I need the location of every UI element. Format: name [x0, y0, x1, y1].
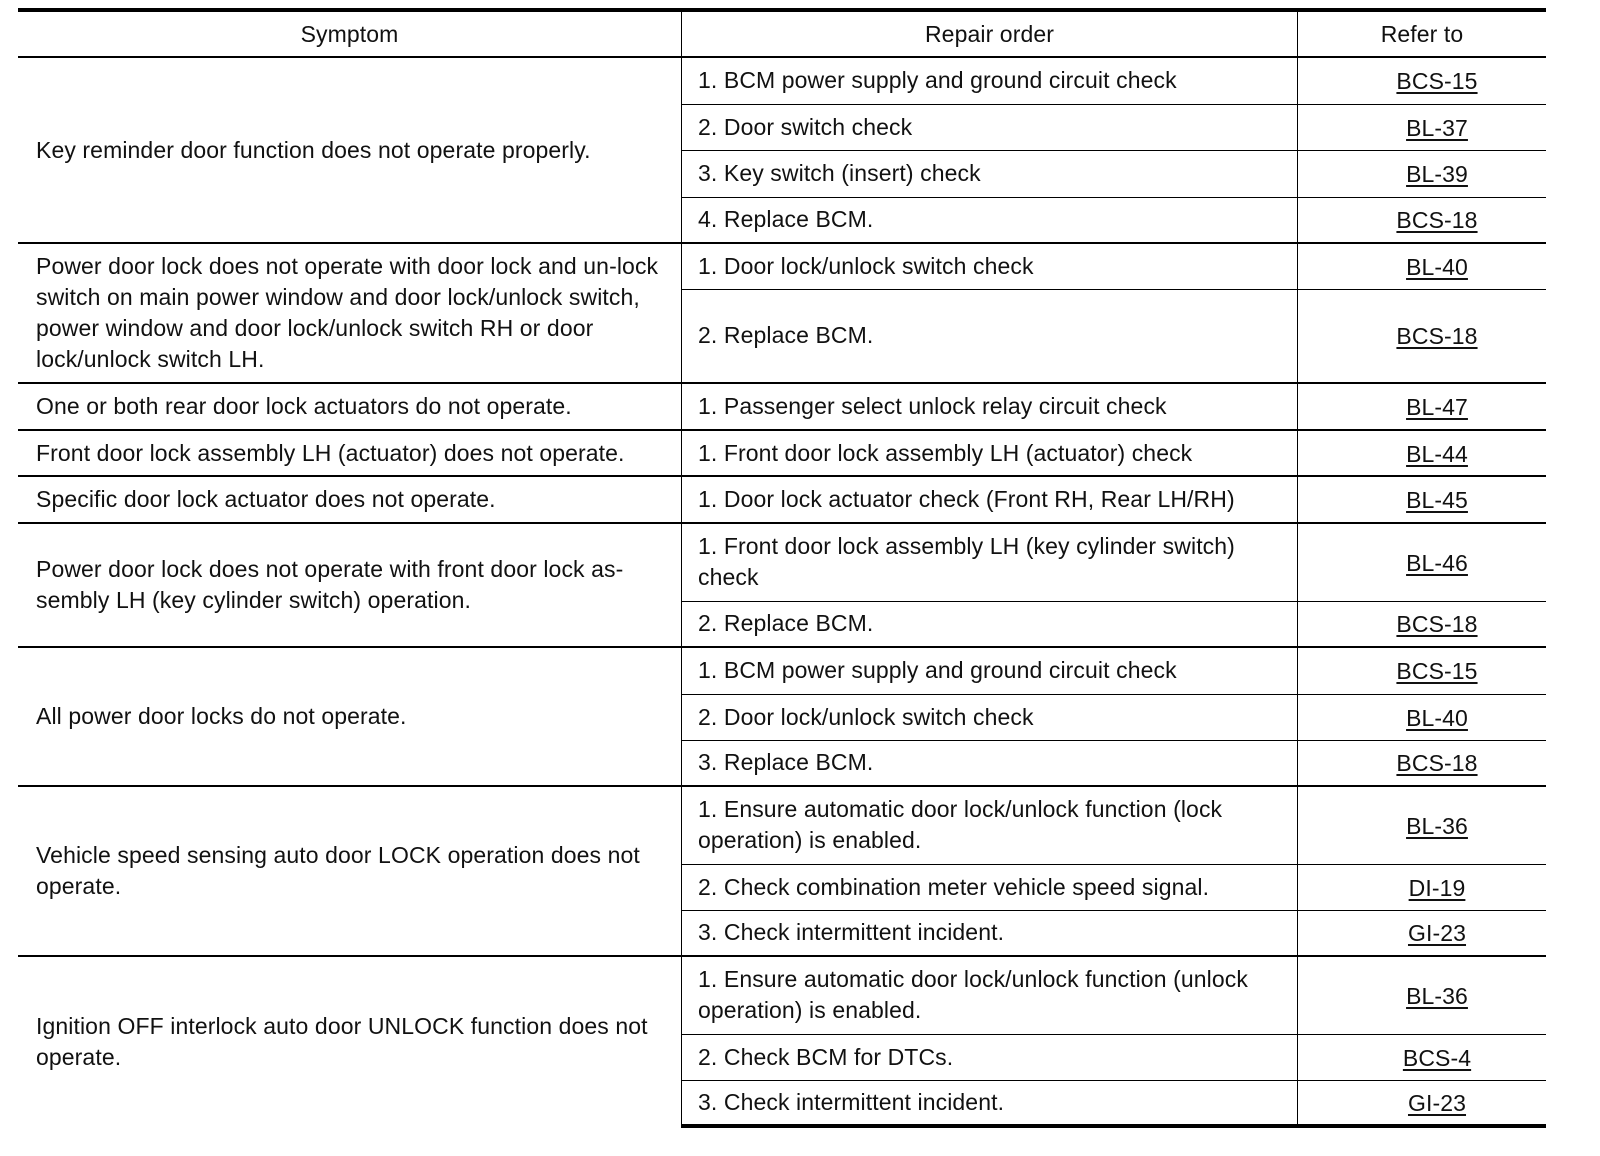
reference-link[interactable]: BCS-18 — [1396, 611, 1478, 638]
symptom-table — [18, 8, 1546, 1128]
reference-link[interactable]: BCS-4 — [1402, 1044, 1472, 1071]
repair-step: 2. Door lock/unlock switch check — [682, 694, 1298, 740]
repair-step: 1. Ensure automatic door lock/unlock function (lock operation) is enabled. — [682, 786, 1298, 864]
repair-step: 2. Door switch check — [682, 104, 1298, 150]
reference-link[interactable]: BL-36 — [1406, 812, 1468, 839]
reference-link[interactable]: BL-44 — [1406, 440, 1468, 467]
table-row — [18, 476, 1546, 523]
repair-order-header: Repair order — [682, 10, 1298, 57]
table-row — [18, 647, 1546, 694]
repair-step: 1. Door lock actuator check (Front RH, Rear LH/RH) — [682, 476, 1298, 523]
reference-link[interactable]: BL-40 — [1406, 704, 1468, 731]
symptom-cell: Power door lock does not operate with front door lock as-sembly LH (key cylinder switch) operation. — [18, 523, 682, 647]
table-row — [18, 786, 1546, 864]
repair-step: 3. Check intermittent incident. — [682, 910, 1298, 956]
repair-step: 4. Replace BCM. — [682, 197, 1298, 243]
repair-step: 1. BCM power supply and ground circuit check — [682, 57, 1298, 104]
reference-link[interactable]: BCS-15 — [1396, 68, 1478, 95]
symptom-cell: Front door lock assembly LH (actuator) does not operate. — [18, 430, 682, 476]
reference-link[interactable]: BL-40 — [1406, 253, 1468, 280]
symptom-cell: One or both rear door lock actuators do not operate. — [18, 383, 682, 430]
table-row — [18, 243, 1546, 289]
table-row — [18, 523, 1546, 601]
header-row — [18, 10, 1546, 57]
reference-link[interactable]: BCS-18 — [1396, 323, 1478, 350]
repair-step: 3. Check intermittent incident. — [682, 1080, 1298, 1126]
reference-link[interactable]: BL-39 — [1406, 161, 1468, 187]
reference-link[interactable]: GI-23 — [1407, 1089, 1467, 1116]
symptom-cell: Power door lock does not operate with door lock and un-lock switch on main power window and door lock/unlock switch, power window and door lock/unlock switch RH or door lock/unlock switch LH. — [18, 243, 682, 383]
reference-link[interactable]: BL-45 — [1406, 487, 1468, 513]
repair-step: 1. Ensure automatic door lock/unlock function (unlock operation) is enabled. — [682, 956, 1298, 1034]
symptom-cell: Specific door lock actuator does not operate. — [18, 476, 682, 523]
repair-step: 2. Check combination meter vehicle speed signal. — [682, 864, 1298, 910]
repair-step: 1. BCM power supply and ground circuit check — [682, 647, 1298, 694]
reference-link[interactable]: DI-19 — [1408, 874, 1466, 901]
reference-link[interactable]: BL-37 — [1406, 114, 1468, 141]
repair-step: 1. Passenger select unlock relay circuit check — [682, 383, 1298, 430]
table-row — [18, 383, 1546, 430]
symptom-cell: Ignition OFF interlock auto door UNLOCK function does not operate. — [18, 956, 682, 1126]
repair-step: 2. Check BCM for DTCs. — [682, 1034, 1298, 1080]
table-row — [18, 956, 1546, 1034]
symptom-header: Symptom — [18, 10, 682, 57]
repair-step: 3. Replace BCM. — [682, 740, 1298, 786]
reference-link[interactable]: GI-23 — [1407, 920, 1467, 947]
symptom-cell: All power door locks do not operate. — [18, 647, 682, 786]
repair-step: 1. Front door lock assembly LH (key cylinder switch) check — [682, 523, 1298, 601]
repair-step: 1. Front door lock assembly LH (actuator) check — [682, 430, 1298, 476]
repair-step: 2. Replace BCM. — [682, 289, 1298, 383]
repair-step: 1. Door lock/unlock switch check — [682, 243, 1298, 289]
repair-step: 2. Replace BCM. — [682, 601, 1298, 647]
reference-link[interactable]: BCS-18 — [1396, 750, 1478, 777]
symptom-cell: Key reminder door function does not operate properly. — [18, 57, 682, 243]
reference-link[interactable]: BL-46 — [1406, 549, 1468, 576]
reference-link[interactable]: BCS-18 — [1396, 207, 1478, 234]
table-row — [18, 57, 1546, 104]
reference-link[interactable]: BL-47 — [1406, 394, 1468, 420]
table-row — [18, 430, 1546, 476]
reference-link[interactable]: BCS-15 — [1396, 658, 1478, 685]
refer-to-header: Refer to — [1298, 10, 1547, 57]
symptom-cell: Vehicle speed sensing auto door LOCK operation does not operate. — [18, 786, 682, 956]
repair-step: 3. Key switch (insert) check — [682, 150, 1298, 197]
reference-link[interactable]: BL-36 — [1406, 982, 1468, 1009]
